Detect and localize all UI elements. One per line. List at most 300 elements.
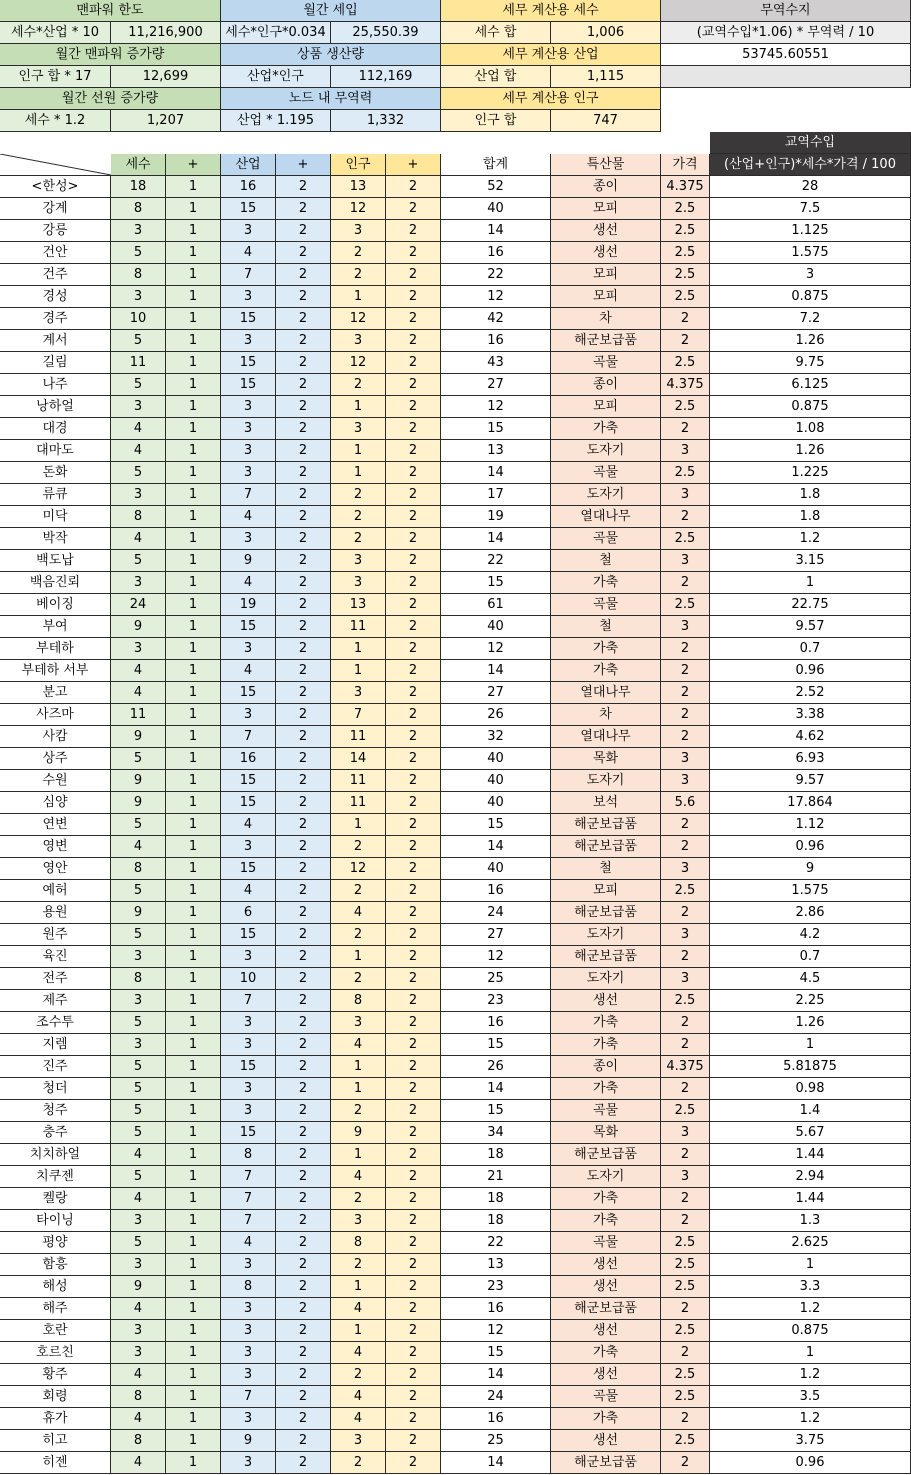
col-header-tax-plus[interactable]: + xyxy=(166,154,221,176)
specialty-cell[interactable]: 해군보급품 xyxy=(551,902,661,924)
trade-income-cell[interactable]: 1.08 xyxy=(710,418,911,440)
revenue-formula-cell[interactable]: 세수*인구*0.034 xyxy=(221,22,331,44)
total-cell[interactable]: 15 xyxy=(441,814,551,836)
population-cell[interactable]: 2 xyxy=(331,242,386,264)
industry-cell[interactable]: 15 xyxy=(221,1056,276,1078)
price-cell[interactable]: 2 xyxy=(661,660,710,682)
total-cell[interactable]: 15 xyxy=(441,418,551,440)
industry-cell[interactable]: 3 xyxy=(221,418,276,440)
price-cell[interactable]: 2 xyxy=(661,902,710,924)
tax-cell[interactable]: 9 xyxy=(111,770,166,792)
industry-cell[interactable]: 3 xyxy=(221,528,276,550)
province-name-cell[interactable]: 호란 xyxy=(0,1320,111,1342)
tax-cell[interactable]: 4 xyxy=(111,1408,166,1430)
total-cell[interactable]: 40 xyxy=(441,748,551,770)
industry-plus-cell[interactable]: 2 xyxy=(276,1232,331,1254)
province-name-cell[interactable]: 길림 xyxy=(0,352,111,374)
industry-cell[interactable]: 3 xyxy=(221,1408,276,1430)
industry-plus-cell[interactable]: 2 xyxy=(276,220,331,242)
trade-income-formula[interactable]: (산업+인구)*세수*가격 / 100 xyxy=(710,154,911,176)
price-cell[interactable]: 2.5 xyxy=(661,594,710,616)
price-cell[interactable]: 3 xyxy=(661,484,710,506)
tax-cell[interactable]: 5 xyxy=(111,880,166,902)
population-plus-cell[interactable]: 2 xyxy=(386,858,441,880)
tax-cell[interactable]: 3 xyxy=(111,396,166,418)
trade-balance-value-cell[interactable]: 53745.60551 xyxy=(661,44,911,66)
tax-plus-cell[interactable]: 1 xyxy=(166,638,221,660)
total-cell[interactable]: 42 xyxy=(441,308,551,330)
tax-cell[interactable]: 3 xyxy=(111,1254,166,1276)
province-name-cell[interactable]: 제주 xyxy=(0,990,111,1012)
population-cell[interactable]: 3 xyxy=(331,1012,386,1034)
population-plus-cell[interactable]: 2 xyxy=(386,1254,441,1276)
industry-cell[interactable]: 3 xyxy=(221,1452,276,1474)
province-name-cell[interactable]: 회령 xyxy=(0,1386,111,1408)
population-plus-cell[interactable]: 2 xyxy=(386,308,441,330)
total-cell[interactable]: 16 xyxy=(441,1012,551,1034)
province-name-cell[interactable]: 심양 xyxy=(0,792,111,814)
trade-income-cell[interactable]: 7.5 xyxy=(710,198,911,220)
trade-income-cell[interactable]: 7.2 xyxy=(710,308,911,330)
population-cell[interactable]: 11 xyxy=(331,792,386,814)
province-name-cell[interactable]: 호르친 xyxy=(0,1342,111,1364)
population-cell[interactable]: 1 xyxy=(331,946,386,968)
industry-cell[interactable]: 15 xyxy=(221,770,276,792)
total-cell[interactable]: 16 xyxy=(441,242,551,264)
tax-cell[interactable]: 3 xyxy=(111,990,166,1012)
tax-cell[interactable]: 5 xyxy=(111,1122,166,1144)
industry-cell[interactable]: 3 xyxy=(221,1342,276,1364)
industry-cell[interactable]: 15 xyxy=(221,374,276,396)
population-plus-cell[interactable]: 2 xyxy=(386,1342,441,1364)
population-plus-cell[interactable]: 2 xyxy=(386,220,441,242)
population-plus-cell[interactable]: 2 xyxy=(386,1144,441,1166)
trade-income-cell[interactable]: 1.3 xyxy=(710,1210,911,1232)
trade-income-cell[interactable]: 9.57 xyxy=(710,616,911,638)
industry-cell[interactable]: 4 xyxy=(221,572,276,594)
specialty-cell[interactable]: 도자기 xyxy=(551,440,661,462)
tax-cell[interactable]: 3 xyxy=(111,220,166,242)
price-cell[interactable]: 2 xyxy=(661,308,710,330)
industry-plus-cell[interactable]: 2 xyxy=(276,418,331,440)
industry-cell[interactable]: 3 xyxy=(221,220,276,242)
price-cell[interactable]: 3 xyxy=(661,770,710,792)
population-plus-cell[interactable]: 2 xyxy=(386,264,441,286)
trade-income-cell[interactable]: 2.625 xyxy=(710,1232,911,1254)
specialty-cell[interactable]: 종이 xyxy=(551,1056,661,1078)
trade-income-cell[interactable]: 3.3 xyxy=(710,1276,911,1298)
specialty-cell[interactable]: 해군보급품 xyxy=(551,1144,661,1166)
total-cell[interactable]: 14 xyxy=(441,1078,551,1100)
total-cell[interactable]: 14 xyxy=(441,220,551,242)
province-name-cell[interactable]: 건주 xyxy=(0,264,111,286)
tax-cell[interactable]: 4 xyxy=(111,440,166,462)
tax-cell[interactable]: 8 xyxy=(111,858,166,880)
price-cell[interactable]: 2 xyxy=(661,1298,710,1320)
price-cell[interactable]: 3 xyxy=(661,968,710,990)
price-cell[interactable]: 2 xyxy=(661,1078,710,1100)
industry-cell[interactable]: 4 xyxy=(221,1232,276,1254)
tax-cell[interactable]: 5 xyxy=(111,814,166,836)
trade-power-formula-cell[interactable]: 산업 * 1.195 xyxy=(221,110,331,132)
industry-plus-cell[interactable]: 2 xyxy=(276,726,331,748)
trade-income-cell[interactable]: 6.125 xyxy=(710,374,911,396)
total-cell[interactable]: 12 xyxy=(441,946,551,968)
price-cell[interactable]: 3 xyxy=(661,748,710,770)
price-cell[interactable]: 2.5 xyxy=(661,880,710,902)
tax-plus-cell[interactable]: 1 xyxy=(166,924,221,946)
specialty-cell[interactable]: 가축 xyxy=(551,1188,661,1210)
total-cell[interactable]: 16 xyxy=(441,1298,551,1320)
population-plus-cell[interactable]: 2 xyxy=(386,242,441,264)
industry-cell[interactable]: 15 xyxy=(221,352,276,374)
province-name-cell[interactable]: 사캄 xyxy=(0,726,111,748)
province-name-cell[interactable]: 조수투 xyxy=(0,1012,111,1034)
total-cell[interactable]: 18 xyxy=(441,1144,551,1166)
population-plus-cell[interactable]: 2 xyxy=(386,682,441,704)
total-cell[interactable]: 61 xyxy=(441,594,551,616)
industry-plus-cell[interactable]: 2 xyxy=(276,198,331,220)
tax-plus-cell[interactable]: 1 xyxy=(166,682,221,704)
specialty-cell[interactable]: 곡물 xyxy=(551,352,661,374)
price-cell[interactable]: 2 xyxy=(661,572,710,594)
total-cell[interactable]: 22 xyxy=(441,550,551,572)
tax-cell[interactable]: 4 xyxy=(111,1188,166,1210)
total-cell[interactable]: 26 xyxy=(441,704,551,726)
col-header-industry[interactable]: 산업 xyxy=(221,154,276,176)
total-cell[interactable]: 23 xyxy=(441,990,551,1012)
trade-income-cell[interactable]: 4.5 xyxy=(710,968,911,990)
price-cell[interactable]: 2 xyxy=(661,1034,710,1056)
population-cell[interactable]: 1 xyxy=(331,1276,386,1298)
population-plus-cell[interactable]: 2 xyxy=(386,1386,441,1408)
province-name-cell[interactable]: 휴가 xyxy=(0,1408,111,1430)
trade-income-cell[interactable]: 1.44 xyxy=(710,1144,911,1166)
population-cell[interactable]: 2 xyxy=(331,968,386,990)
population-plus-cell[interactable]: 2 xyxy=(386,1430,441,1452)
province-name-cell[interactable]: 평양 xyxy=(0,1232,111,1254)
tax-cell[interactable]: 5 xyxy=(111,1056,166,1078)
industry-plus-cell[interactable]: 2 xyxy=(276,1210,331,1232)
specialty-cell[interactable]: 차 xyxy=(551,308,661,330)
total-cell[interactable]: 25 xyxy=(441,968,551,990)
province-name-cell[interactable]: 백음진뢰 xyxy=(0,572,111,594)
industry-plus-cell[interactable]: 2 xyxy=(276,880,331,902)
province-name-cell[interactable]: 켈랑 xyxy=(0,1188,111,1210)
total-cell[interactable]: 17 xyxy=(441,484,551,506)
total-cell[interactable]: 40 xyxy=(441,792,551,814)
tax-calc-population-header[interactable]: 세무 계산용 인구 xyxy=(441,88,661,110)
industry-sum-label-cell[interactable]: 산업 합 xyxy=(441,66,551,88)
total-cell[interactable]: 19 xyxy=(441,506,551,528)
total-cell[interactable]: 12 xyxy=(441,638,551,660)
industry-sum-value-cell[interactable]: 1,115 xyxy=(551,66,661,88)
population-cell[interactable]: 2 xyxy=(331,1364,386,1386)
industry-cell[interactable]: 19 xyxy=(221,594,276,616)
trade-income-cell[interactable]: 0.7 xyxy=(710,638,911,660)
industry-plus-cell[interactable]: 2 xyxy=(276,1122,331,1144)
population-cell[interactable]: 4 xyxy=(331,1166,386,1188)
tax-calc-tax-header[interactable]: 세무 계산용 세수 xyxy=(441,0,661,22)
population-plus-cell[interactable]: 2 xyxy=(386,1364,441,1386)
total-cell[interactable]: 21 xyxy=(441,1166,551,1188)
tax-plus-cell[interactable]: 1 xyxy=(166,572,221,594)
population-cell[interactable]: 8 xyxy=(331,990,386,1012)
tax-plus-cell[interactable]: 1 xyxy=(166,1166,221,1188)
total-cell[interactable]: 27 xyxy=(441,374,551,396)
province-name-cell[interactable]: 류큐 xyxy=(0,484,111,506)
industry-plus-cell[interactable]: 2 xyxy=(276,1364,331,1386)
industry-cell[interactable]: 3 xyxy=(221,396,276,418)
province-name-cell[interactable]: 강릉 xyxy=(0,220,111,242)
specialty-cell[interactable]: 모피 xyxy=(551,198,661,220)
specialty-cell[interactable]: 생선 xyxy=(551,220,661,242)
trade-income-cell[interactable]: 1.575 xyxy=(710,242,911,264)
industry-plus-cell[interactable]: 2 xyxy=(276,968,331,990)
trade-income-cell[interactable]: 6.93 xyxy=(710,748,911,770)
price-cell[interactable]: 2 xyxy=(661,1452,710,1474)
population-cell[interactable]: 3 xyxy=(331,418,386,440)
total-cell[interactable]: 22 xyxy=(441,264,551,286)
population-cell[interactable]: 1 xyxy=(331,638,386,660)
industry-plus-cell[interactable]: 2 xyxy=(276,1298,331,1320)
industry-plus-cell[interactable]: 2 xyxy=(276,770,331,792)
total-cell[interactable]: 16 xyxy=(441,330,551,352)
population-plus-cell[interactable]: 2 xyxy=(386,594,441,616)
price-cell[interactable]: 2.5 xyxy=(661,1386,710,1408)
trade-income-cell[interactable]: 22.75 xyxy=(710,594,911,616)
price-cell[interactable]: 2.5 xyxy=(661,352,710,374)
trade-income-cell[interactable]: 0.98 xyxy=(710,1078,911,1100)
population-plus-cell[interactable]: 2 xyxy=(386,286,441,308)
industry-plus-cell[interactable]: 2 xyxy=(276,308,331,330)
total-cell[interactable]: 27 xyxy=(441,682,551,704)
price-cell[interactable]: 2.5 xyxy=(661,990,710,1012)
trade-income-cell[interactable]: 1 xyxy=(710,572,911,594)
trade-income-cell[interactable]: 0.875 xyxy=(710,286,911,308)
price-cell[interactable]: 2 xyxy=(661,1188,710,1210)
price-cell[interactable]: 2.5 xyxy=(661,528,710,550)
industry-cell[interactable]: 4 xyxy=(221,506,276,528)
population-cell[interactable]: 3 xyxy=(331,682,386,704)
industry-plus-cell[interactable]: 2 xyxy=(276,1408,331,1430)
total-cell[interactable]: 15 xyxy=(441,1100,551,1122)
col-header-total[interactable]: 합계 xyxy=(441,154,551,176)
price-cell[interactable]: 2.5 xyxy=(661,198,710,220)
total-cell[interactable]: 26 xyxy=(441,1056,551,1078)
tax-plus-cell[interactable]: 1 xyxy=(166,836,221,858)
industry-cell[interactable]: 3 xyxy=(221,1100,276,1122)
tax-cell[interactable]: 3 xyxy=(111,484,166,506)
tax-cell[interactable]: 4 xyxy=(111,836,166,858)
tax-plus-cell[interactable]: 1 xyxy=(166,1012,221,1034)
trade-balance-formula-cell[interactable]: (교역수입*1.06) * 무역력 / 10 xyxy=(661,22,911,44)
total-cell[interactable]: 12 xyxy=(441,396,551,418)
total-cell[interactable]: 15 xyxy=(441,1034,551,1056)
tax-plus-cell[interactable]: 1 xyxy=(166,1408,221,1430)
col-header-tax[interactable]: 세수 xyxy=(111,154,166,176)
industry-cell[interactable]: 3 xyxy=(221,1078,276,1100)
industry-plus-cell[interactable]: 2 xyxy=(276,594,331,616)
tax-plus-cell[interactable]: 1 xyxy=(166,550,221,572)
price-cell[interactable]: 3 xyxy=(661,1122,710,1144)
population-plus-cell[interactable]: 2 xyxy=(386,968,441,990)
province-name-cell[interactable]: 강계 xyxy=(0,198,111,220)
price-cell[interactable]: 2.5 xyxy=(661,286,710,308)
population-cell[interactable]: 2 xyxy=(331,528,386,550)
specialty-cell[interactable]: 모피 xyxy=(551,396,661,418)
industry-cell[interactable]: 15 xyxy=(221,198,276,220)
tax-plus-cell[interactable]: 1 xyxy=(166,748,221,770)
tax-plus-cell[interactable]: 1 xyxy=(166,1232,221,1254)
price-cell[interactable]: 4.375 xyxy=(661,1056,710,1078)
tax-cell[interactable]: 5 xyxy=(111,550,166,572)
specialty-cell[interactable]: 해군보급품 xyxy=(551,1452,661,1474)
tax-plus-cell[interactable]: 1 xyxy=(166,1056,221,1078)
trade-income-cell[interactable]: 1.125 xyxy=(710,220,911,242)
total-cell[interactable]: 40 xyxy=(441,616,551,638)
price-cell[interactable]: 5.6 xyxy=(661,792,710,814)
industry-plus-cell[interactable]: 2 xyxy=(276,1100,331,1122)
population-plus-cell[interactable]: 2 xyxy=(386,638,441,660)
goods-value-cell[interactable]: 112,169 xyxy=(331,66,441,88)
industry-cell[interactable]: 15 xyxy=(221,616,276,638)
industry-cell[interactable]: 15 xyxy=(221,1122,276,1144)
trade-income-cell[interactable]: 0.96 xyxy=(710,836,911,858)
total-cell[interactable]: 18 xyxy=(441,1188,551,1210)
specialty-cell[interactable]: 곡물 xyxy=(551,462,661,484)
population-cell[interactable]: 4 xyxy=(331,1386,386,1408)
population-cell[interactable]: 4 xyxy=(331,1408,386,1430)
specialty-cell[interactable]: 곡물 xyxy=(551,1232,661,1254)
specialty-cell[interactable]: 곡물 xyxy=(551,1386,661,1408)
price-cell[interactable]: 2 xyxy=(661,836,710,858)
industry-plus-cell[interactable]: 2 xyxy=(276,858,331,880)
population-plus-cell[interactable]: 2 xyxy=(386,1188,441,1210)
population-cell[interactable]: 9 xyxy=(331,1122,386,1144)
total-cell[interactable]: 14 xyxy=(441,1364,551,1386)
tax-plus-cell[interactable]: 1 xyxy=(166,1342,221,1364)
industry-cell[interactable]: 4 xyxy=(221,242,276,264)
population-plus-cell[interactable]: 2 xyxy=(386,1012,441,1034)
tax-plus-cell[interactable]: 1 xyxy=(166,1298,221,1320)
tax-cell[interactable]: 8 xyxy=(111,1386,166,1408)
col-header-price[interactable]: 가격 xyxy=(661,154,710,176)
trade-income-cell[interactable]: 0.7 xyxy=(710,946,911,968)
tax-plus-cell[interactable]: 1 xyxy=(166,396,221,418)
population-cell[interactable]: 12 xyxy=(331,352,386,374)
total-cell[interactable]: 13 xyxy=(441,440,551,462)
price-cell[interactable]: 2.5 xyxy=(661,220,710,242)
total-cell[interactable]: 14 xyxy=(441,660,551,682)
industry-cell[interactable]: 7 xyxy=(221,1166,276,1188)
price-cell[interactable]: 2 xyxy=(661,1408,710,1430)
province-name-cell[interactable]: 계서 xyxy=(0,330,111,352)
population-cell[interactable]: 1 xyxy=(331,396,386,418)
industry-plus-cell[interactable]: 2 xyxy=(276,1034,331,1056)
trade-balance-header[interactable]: 무역수지 xyxy=(661,0,911,22)
specialty-cell[interactable]: 모피 xyxy=(551,880,661,902)
tax-plus-cell[interactable]: 1 xyxy=(166,660,221,682)
population-cell[interactable]: 1 xyxy=(331,660,386,682)
population-plus-cell[interactable]: 2 xyxy=(386,506,441,528)
goods-produced-header[interactable]: 상품 생산량 xyxy=(221,44,441,66)
industry-cell[interactable]: 3 xyxy=(221,330,276,352)
province-name-cell[interactable]: 해성 xyxy=(0,1276,111,1298)
specialty-cell[interactable]: 열대나무 xyxy=(551,682,661,704)
tax-plus-cell[interactable]: 1 xyxy=(166,176,221,198)
tax-cell[interactable]: 5 xyxy=(111,1100,166,1122)
province-name-cell[interactable]: 영안 xyxy=(0,858,111,880)
specialty-cell[interactable]: 열대나무 xyxy=(551,506,661,528)
specialty-cell[interactable]: 생선 xyxy=(551,1364,661,1386)
manpower-gain-formula-cell[interactable]: 인구 합 * 17 xyxy=(0,66,111,88)
tax-cell[interactable]: 4 xyxy=(111,682,166,704)
population-cell[interactable]: 1 xyxy=(331,1320,386,1342)
monthly-revenue-header[interactable]: 월간 세입 xyxy=(221,0,441,22)
specialty-cell[interactable]: 목화 xyxy=(551,1122,661,1144)
specialty-cell[interactable]: 가축 xyxy=(551,1012,661,1034)
trade-income-cell[interactable]: 4.2 xyxy=(710,924,911,946)
specialty-cell[interactable]: 가축 xyxy=(551,1210,661,1232)
tax-plus-cell[interactable]: 1 xyxy=(166,1034,221,1056)
tax-cell[interactable]: 3 xyxy=(111,946,166,968)
population-cell[interactable]: 3 xyxy=(331,550,386,572)
trade-income-cell[interactable]: 5.67 xyxy=(710,1122,911,1144)
trade-income-cell[interactable]: 1 xyxy=(710,1342,911,1364)
specialty-cell[interactable]: 가축 xyxy=(551,1408,661,1430)
province-name-cell[interactable]: 베이징 xyxy=(0,594,111,616)
population-plus-cell[interactable]: 2 xyxy=(386,462,441,484)
price-cell[interactable]: 2.5 xyxy=(661,1254,710,1276)
population-cell[interactable]: 2 xyxy=(331,264,386,286)
industry-cell[interactable]: 3 xyxy=(221,1364,276,1386)
population-cell[interactable]: 2 xyxy=(331,836,386,858)
trade-income-cell[interactable]: 1.12 xyxy=(710,814,911,836)
price-cell[interactable]: 2 xyxy=(661,506,710,528)
tax-cell[interactable]: 4 xyxy=(111,1298,166,1320)
total-cell[interactable]: 22 xyxy=(441,1232,551,1254)
price-cell[interactable]: 3 xyxy=(661,1166,710,1188)
province-name-cell[interactable]: 대마도 xyxy=(0,440,111,462)
industry-plus-cell[interactable]: 2 xyxy=(276,506,331,528)
population-cell[interactable]: 2 xyxy=(331,924,386,946)
province-name-cell[interactable]: 전주 xyxy=(0,968,111,990)
total-cell[interactable]: 34 xyxy=(441,1122,551,1144)
tax-plus-cell[interactable]: 1 xyxy=(166,462,221,484)
population-cell[interactable]: 11 xyxy=(331,616,386,638)
tax-cell[interactable]: 5 xyxy=(111,1012,166,1034)
population-cell[interactable]: 12 xyxy=(331,308,386,330)
population-plus-cell[interactable]: 2 xyxy=(386,990,441,1012)
industry-plus-cell[interactable]: 2 xyxy=(276,616,331,638)
province-name-cell[interactable]: 대경 xyxy=(0,418,111,440)
trade-income-cell[interactable]: 1 xyxy=(710,1254,911,1276)
industry-cell[interactable]: 3 xyxy=(221,1012,276,1034)
total-cell[interactable]: 12 xyxy=(441,286,551,308)
trade-income-cell[interactable]: 2.86 xyxy=(710,902,911,924)
specialty-cell[interactable]: 생선 xyxy=(551,1320,661,1342)
trade-income-cell[interactable]: 1.2 xyxy=(710,528,911,550)
population-cell[interactable]: 2 xyxy=(331,484,386,506)
price-cell[interactable]: 2 xyxy=(661,1342,710,1364)
population-plus-cell[interactable]: 2 xyxy=(386,946,441,968)
industry-cell[interactable]: 9 xyxy=(221,550,276,572)
tax-plus-cell[interactable]: 1 xyxy=(166,1364,221,1386)
tax-cell[interactable]: 18 xyxy=(111,176,166,198)
industry-cell[interactable]: 3 xyxy=(221,946,276,968)
specialty-cell[interactable]: 해군보급품 xyxy=(551,836,661,858)
